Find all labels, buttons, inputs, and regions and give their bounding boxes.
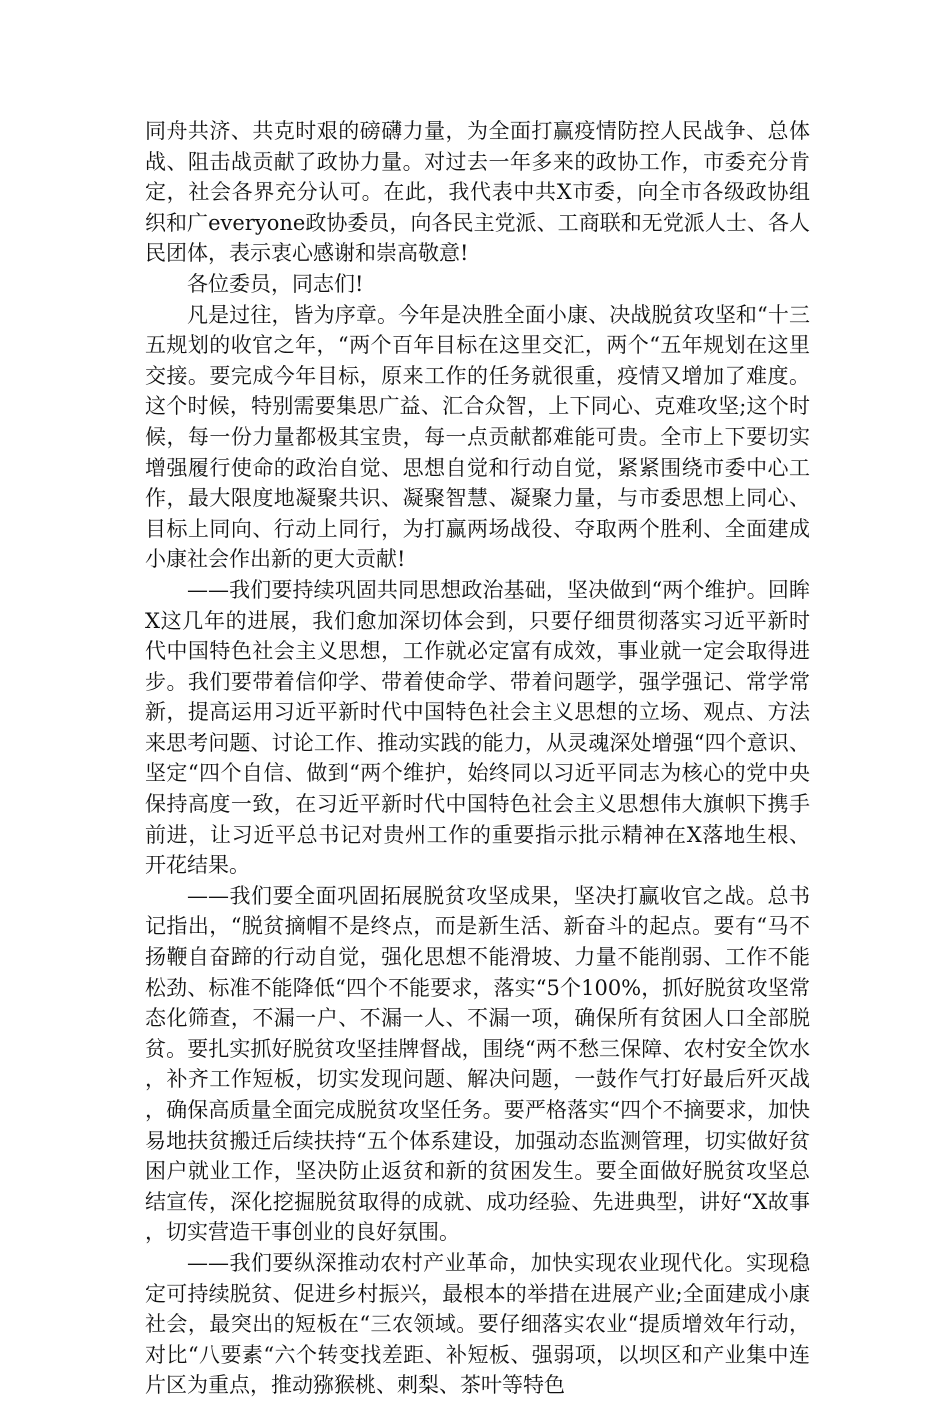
paragraph-2: 各位委员，同志们! [187,271,364,296]
paragraph-6: ——我们要纵深推动农村产业革命，加快实现农业现代化。实现稳定可持续脱贫、促进乡村振兴，最根本的举措在进展产业;全面建成小康社会，最突出的短板在“三农领域。要仔细落实农业“提质增效年行动，对比“八要素“六个转变找差距、补短板、强弱项，以坝区和产业集中连片区为重点，推动猕猴桃、刺梨、茶叶等特色 [145,1250,810,1398]
paragraph-5: ——我们要全面巩固拓展脱贫攻坚成果，坚决打赢收官之战。总书记指出，“脱贫摘帽不是终点，而是新生活、新奋斗的起点。要有“马不扬鞭自奋蹄的行动自觉，强化思想不能滑坡、力量不能削弱、工作不能松劲、标准不能降低“四个不能要求，落实“5个100%，抓好脱贫攻坚常态化筛查，不漏一户、不漏一人、不漏一项，确保所有贫困人口全部脱贫。要扎实抓好脱贫攻坚挂牌督战，围绕“两不愁三保障、农村安全饮水，补齐工作短板，切实发现问题、解决问题，一鼓作气打好最后歼灭战，确保高质量全面完成脱贫攻坚任务。要严格落实“四个不摘要求，加快易地扶贫搬迁后续扶持“五个体系建设，加强动态监测管理，切实做好贫困户就业工作，坚决防止返贫和新的贫困发生。要全面做好脱贫攻坚总结宣传，深化挖掘脱贫取得的成就、成功经验、先进典型，讲好“X故事，切实营造干事创业的良好氛围。 [145,883,810,1245]
paragraph-3: 凡是过往，皆为序章。今年是决胜全面小康、决战脱贫攻坚和“十三五规划的收官之年，“两个百年目标在这里交汇，两个“五年规划在这里交接。要完成今年目标，原来工作的任务就很重，疫情又增加了难度。这个时候，特别需要集思广益、汇合众智，上下同心、克难攻坚;这个时候，每一份力量都极其宝贵，每一点贡献都难能可贵。全市上下要切实增强履行使命的政治自觉、思想自觉和行动自觉，紧紧围绕市委中心工作，最大限度地凝聚共识、凝聚智慧、凝聚力量，与市委思想上同心、目标上同向、行动上同行，为打赢两场战役、夺取两个胜利、全面建成小康社会作出新的更大贡献! [145,302,810,572]
paragraph-1: 同舟共济、共克时艰的磅礴力量，为全面打赢疫情防控人民战争、总体战、阻击战贡献了政协力量。对过去一年多来的政协工作，市委充分肯定，社会各界充分认可。在此，我代表中共X市委，向全市各级政协组织和广everyone政协委员，向各民主党派、工商联和无党派人士、各人民团体，表示衷心感谢和崇高敬意! [145,119,810,266]
paragraph-4: ——我们要持续巩固共同思想政治基础，坚决做到“两个维护。回眸X这几年的进展，我们愈加深切体会到，只要仔细贯彻落实习近平新时代中国特色社会主义思想，工作就必定富有成效，事业就一定会取得进步。我们要带着信仰学、带着使命学、带着问题学，强学强记、常学常新，提高运用习近平新时代中国特色社会主义思想的立场、观点、方法来思考问题、讨论工作、推动实践的能力，从灵魂深处增强“四个意识、坚定“四个自信、做到“两个维护，始终同以习近平同志为核心的党中央保持高度一致，在习近平新时代中国特色社会主义思想伟大旗帜下携手前进，让习近平总书记对贵州工作的重要指示批示精神在X落地生根、开花结果。 [145,577,810,878]
document-body [145,116,810,1401]
